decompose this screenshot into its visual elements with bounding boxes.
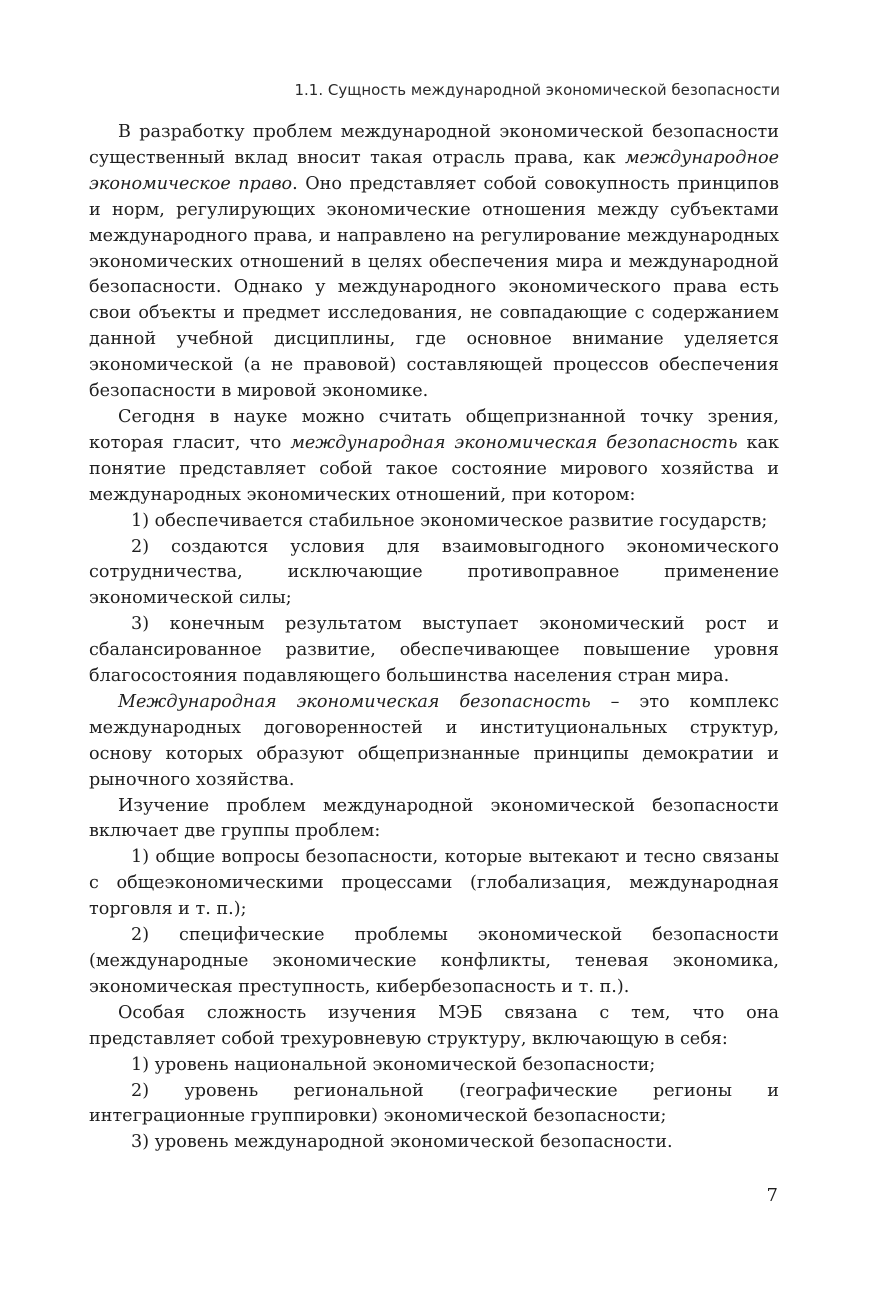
list-item: 1) уровень национальной экономической безопасности;: [131, 1054, 656, 1075]
paragraph-text: . Оно представляет собой совокупность принципов и норм, регулирующих экономические отношения между субъектами международного права, и направлено на регулирование международных экономических отношений в целях обеспечения мира и международной безопасности. Однако у международного экономического права есть свои объекты и предмет исследования, не совпадающие с содержанием данной учебной дисциплины, где основное внимание уделяется экономической (а не правовой) составляющей процессов обеспечения безопасности в мировой экономике.: [89, 173, 780, 402]
paragraph: Особая сложность изучения МЭБ связана с тем, что она представляет собой трехуровневую структуру, включающую в себя:: [89, 1002, 779, 1049]
page-number: 7: [766, 1185, 778, 1206]
paragraph: [89, 405, 779, 509]
paragraph: [89, 690, 779, 794]
paragraph: [89, 120, 779, 405]
list-item: 1) общие вопросы безопасности, которые вытекают и тесно связаны с общеэкономическими процессами (глобализация, международная торговля и т. п.);: [89, 847, 779, 920]
list-item: 3) конечным результатом выступает экономический рост и сбалансированное развитие, обеспечивающее повышение уровня благосостояния подавляющего большинства населения стран мира.: [89, 614, 779, 687]
list-item: 2) специфические проблемы экономической безопасности (международные экономические конфликты, теневая экономика, экономическая преступность, кибербезопасность и т. п.).: [89, 925, 779, 997]
paragraph-text: как понятие представляет собой такое состояние мирового хозяйства и международных экономических отношений, при котором:: [89, 432, 779, 505]
paragraph-text: Сегодня в науке можно считать общепризнанной точку зрения, которая гласит, что: [89, 406, 779, 453]
term-emphasis: международная экономическая безопасность: [290, 432, 738, 453]
term-emphasis: Международная экономическая безопасность: [118, 691, 591, 712]
list-item: 1) обеспечивается стабильное экономическое развитие государств;: [131, 510, 768, 531]
list-item: 2) уровень региональной (географические регионы и интеграционные группировки) экономической безопасности;: [89, 1080, 779, 1127]
term-emphasis: международное экономическое право: [89, 147, 779, 194]
body-text: [89, 120, 779, 1156]
paragraph-text: В разработку проблем международной экономической безопасности существенный вклад вносит такая отрасль права, как: [89, 122, 779, 168]
list-item: 3) уровень международной экономической безопасности.: [131, 1132, 673, 1153]
paragraph-text: – это комплекс международных договоренностей и институциональных структур, основу которых образуют общепризнанные принципы демократии и рыночного хозяйства.: [89, 691, 779, 790]
list-item: 2) создаются условия для взаимовыгодного экономического сотрудничества, исключающие противоправное применение экономической силы;: [89, 536, 779, 609]
running-head: 1.1. Сущность международной экономической безопасности: [294, 81, 780, 99]
paragraph: Изучение проблем международной экономической безопасности включает две группы проблем:: [89, 795, 779, 842]
